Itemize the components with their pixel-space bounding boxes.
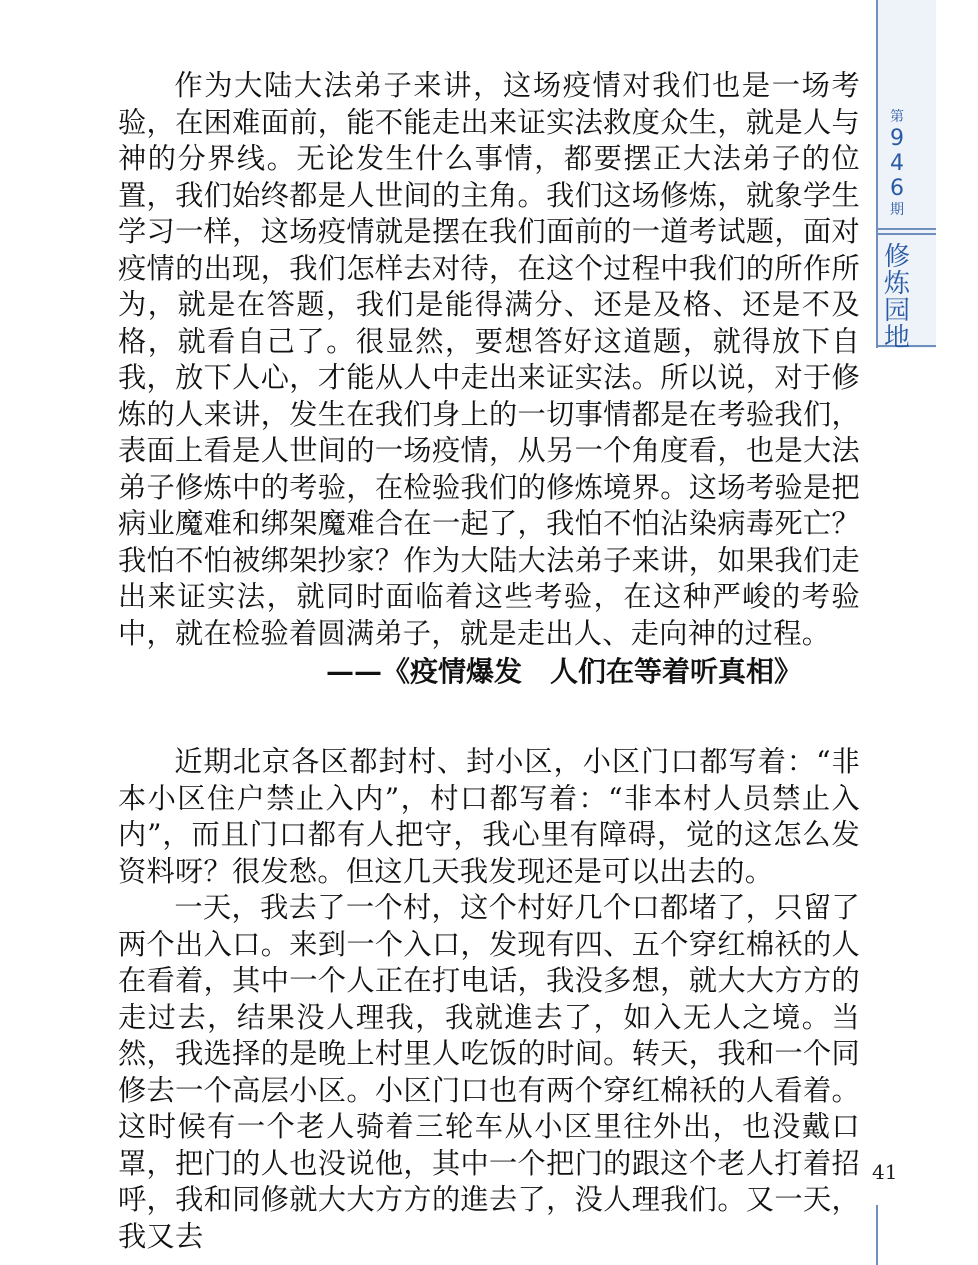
issue-number bbox=[884, 108, 910, 221]
issue-digit: 9 bbox=[890, 126, 904, 151]
section-char: 地 bbox=[883, 323, 910, 353]
paragraph-gap bbox=[118, 692, 860, 744]
issue-prefix: 第 bbox=[890, 109, 904, 125]
sidebar-divider bbox=[876, 228, 936, 230]
section-char: 园 bbox=[883, 296, 910, 326]
sidebar-border-top bbox=[876, 0, 878, 348]
page-number: 41 bbox=[872, 1160, 898, 1184]
source-attribution: ——《疫情爆发 人们在等着听真相》 bbox=[326, 655, 803, 688]
paragraph-2: 近期北京各区都封村、封小区，小区门口都写着：“非本小区住户禁止入内”，村口都写着：“非本村人员禁止入内”，而且门口都有人把守，我心里有障碍，觉的这怎么发资料呀？很发愁。但这几天我发现还是可以出去的。 bbox=[118, 745, 860, 888]
issue-suffix: 期 bbox=[890, 202, 904, 218]
article-body bbox=[118, 68, 860, 1255]
issue-digit: 4 bbox=[890, 151, 904, 176]
section-title bbox=[880, 244, 914, 352]
section-char: 炼 bbox=[883, 269, 910, 299]
paragraph-3: 一天，我去了一个村，这个村好几个口都堵了，只留了两个出入口。来到一个入口，发现有四、五个穿红棉袄的人在看着，其中一个人正在打电话，我没多想，就大大方方的走过去，结果没人理我，我就進去了，如入无人之境。当然，我选择的是晚上村里人吃饭的时间。转天，我和一个同修去一个高层小区。小区门口也有两个穿红棉袄的人看着。这时候有一个老人骑着三轮车从小区里往外出，也没戴口罩，把门的人也没说他，其中一个把门的跟这个老人打着招呼，我和同修就大大方方的進去了，没人理我们。又一天，我又去 bbox=[118, 891, 860, 1253]
issue-digit: 6 bbox=[890, 176, 904, 201]
sidebar bbox=[876, 0, 978, 1265]
sidebar-divider bbox=[876, 233, 936, 235]
sidebar-border-bottom bbox=[876, 1205, 878, 1265]
section-char: 修 bbox=[883, 242, 910, 272]
paragraph-1: 作为大陆大法弟子来讲，这场疫情对我们也是一场考验，在困难面前，能不能走出来证实法救度众生，就是人与神的分界线。无论发生什么事情，都要摆正大法弟子的位置，我们始终都是人世间的主角。我们这场修炼，就象学生学习一样，这场疫情就是摆在我们面前的一道考试题，面对疫情的出现，我们怎样去对待，在这个过程中我们的所作所为，就是在答题，我们是能得满分、还是及格、还是不及格，就看自己了。很显然，要想答好这道题，就得放下自我，放下人心，才能从人中走出来证实法。所以说，对于修炼的人来讲，发生在我们身上的一切事情都是在考验我们，表面上看是人世间的一场疫情，从另一个角度看，也是大法弟子修炼中的考验，在检验我们的修炼境界。这场考验是把病业魔难和绑架魔难合在一起了，我怕不怕沾染病毒死亡？我怕不怕被绑架抄家？作为大陆大法弟子来讲，如果我们走出来证实法，就同时面临着这些考验，在这种严峻的考验中，就在检验着圆满弟子，就是走出人、走向神的过程。 bbox=[118, 69, 860, 650]
